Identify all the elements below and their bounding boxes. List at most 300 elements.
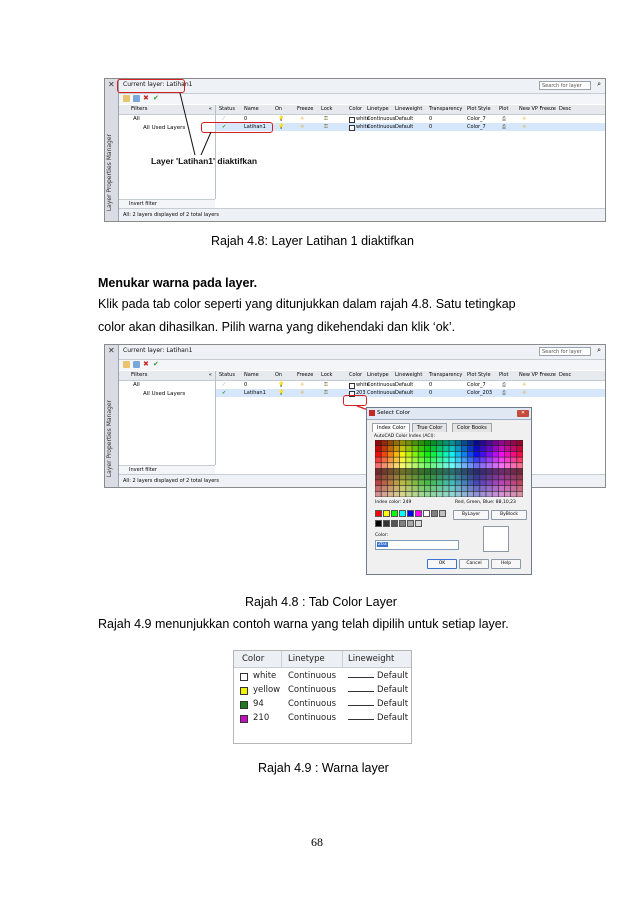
palette-swatch[interactable] — [388, 463, 394, 468]
palette-swatch[interactable] — [394, 492, 400, 497]
column-header[interactable]: On — [275, 106, 283, 112]
palette-swatch[interactable] — [499, 457, 505, 462]
cell-color[interactable]: white — [356, 116, 370, 122]
standard-color-chip[interactable] — [415, 510, 422, 517]
palette-swatch[interactable] — [480, 486, 486, 491]
palette-swatch[interactable] — [406, 452, 412, 457]
palette-swatch[interactable] — [381, 440, 387, 445]
palette-swatch[interactable] — [480, 463, 486, 468]
palette-swatch[interactable] — [412, 446, 418, 451]
set-current-icon[interactable]: ✔ — [153, 94, 159, 102]
palette-swatch[interactable] — [480, 440, 486, 445]
palette-swatch[interactable] — [418, 492, 424, 497]
palette-swatch[interactable] — [431, 446, 437, 451]
palette-swatch[interactable] — [462, 457, 468, 462]
palette-swatch[interactable] — [449, 457, 455, 462]
palette-swatch[interactable] — [443, 452, 449, 457]
palette-swatch[interactable] — [462, 463, 468, 468]
palette-swatch[interactable] — [375, 463, 381, 468]
palette-swatch[interactable] — [381, 457, 387, 462]
palette-swatch[interactable] — [388, 440, 394, 445]
palette-swatch[interactable] — [443, 480, 449, 485]
palette-swatch[interactable] — [400, 440, 406, 445]
palette-swatch[interactable] — [449, 463, 455, 468]
palette-swatch[interactable] — [511, 469, 517, 474]
palette-swatch[interactable] — [492, 475, 498, 480]
palette-swatch[interactable] — [511, 457, 517, 462]
column-header[interactable]: Freeze — [297, 372, 314, 378]
palette-swatch[interactable] — [486, 452, 492, 457]
palette-swatch[interactable] — [474, 446, 480, 451]
palette-swatch[interactable] — [412, 457, 418, 462]
palette-swatch[interactable] — [468, 463, 474, 468]
palette-swatch[interactable] — [492, 446, 498, 451]
palette-swatch[interactable] — [517, 457, 523, 462]
tab-color-books[interactable]: Color Books — [452, 423, 492, 432]
vp-freeze-icon[interactable]: ☼ — [522, 382, 527, 388]
palette-swatch[interactable] — [511, 486, 517, 491]
column-header[interactable]: New VP Freeze — [519, 372, 556, 378]
palette-swatch[interactable] — [449, 469, 455, 474]
bulb-icon[interactable]: 💡 — [278, 124, 285, 130]
column-header[interactable]: Desc — [559, 106, 572, 112]
bulb-icon[interactable]: 💡 — [278, 390, 285, 396]
column-header[interactable]: Plot Style — [467, 106, 491, 112]
palette-swatch[interactable] — [462, 452, 468, 457]
palette-swatch[interactable] — [381, 492, 387, 497]
palette-swatch[interactable] — [431, 486, 437, 491]
palette-swatch[interactable] — [406, 492, 412, 497]
palette-swatch[interactable] — [443, 446, 449, 451]
gray-color-chip[interactable] — [375, 520, 382, 527]
lock-icon[interactable]: ⚿ — [324, 390, 328, 396]
gray-color-chip[interactable] — [391, 520, 398, 527]
palette-swatch[interactable] — [394, 452, 400, 457]
palette-swatch[interactable] — [412, 469, 418, 474]
palette-swatch[interactable] — [400, 452, 406, 457]
palette-swatch[interactable] — [449, 480, 455, 485]
delete-layer-icon[interactable]: ✖ — [143, 360, 149, 368]
palette-swatch[interactable] — [455, 492, 461, 497]
palette-swatch[interactable] — [468, 475, 474, 480]
palette-swatch[interactable] — [406, 480, 412, 485]
palette-swatch[interactable] — [418, 452, 424, 457]
palette-swatch[interactable] — [418, 469, 424, 474]
palette-swatch[interactable] — [400, 463, 406, 468]
palette-swatch[interactable] — [394, 469, 400, 474]
palette-swatch[interactable] — [418, 480, 424, 485]
palette-swatch[interactable] — [418, 475, 424, 480]
palette-swatch[interactable] — [455, 446, 461, 451]
palette-swatch[interactable] — [468, 492, 474, 497]
palette-swatch[interactable] — [381, 486, 387, 491]
bulb-icon[interactable]: 💡 — [278, 116, 285, 122]
palette-swatch[interactable] — [406, 463, 412, 468]
palette-swatch[interactable] — [388, 480, 394, 485]
palette-swatch[interactable] — [511, 492, 517, 497]
palette-swatch[interactable] — [486, 480, 492, 485]
palette-swatch[interactable] — [381, 475, 387, 480]
palette-swatch[interactable] — [480, 492, 486, 497]
cancel-button[interactable]: Cancel — [459, 559, 489, 569]
palette-swatch[interactable] — [437, 452, 443, 457]
palette-swatch[interactable] — [511, 463, 517, 468]
palette-swatch[interactable] — [437, 440, 443, 445]
gray-color-chip[interactable] — [415, 520, 422, 527]
palette-swatch[interactable] — [425, 440, 431, 445]
palette-swatch[interactable] — [375, 475, 381, 480]
sun-icon[interactable]: ☼ — [300, 124, 305, 130]
bylayer-button[interactable]: ByLayer — [453, 510, 489, 520]
tab-true-color[interactable]: True Color — [412, 423, 447, 432]
palette-swatch[interactable] — [437, 457, 443, 462]
palette-swatch[interactable] — [517, 486, 523, 491]
standard-color-chip[interactable] — [383, 510, 390, 517]
palette-swatch[interactable] — [425, 480, 431, 485]
palette-swatch[interactable] — [474, 463, 480, 468]
palette-swatch[interactable] — [437, 469, 443, 474]
tree-item-all-used[interactable]: All Used Layers — [143, 391, 186, 397]
palette-swatch[interactable] — [443, 463, 449, 468]
palette-swatch[interactable] — [375, 469, 381, 474]
palette-swatch[interactable] — [455, 452, 461, 457]
palette-swatch[interactable] — [443, 475, 449, 480]
palette-swatch[interactable] — [455, 475, 461, 480]
palette-swatch[interactable] — [455, 486, 461, 491]
column-header[interactable]: Transparency — [429, 106, 463, 112]
palette-swatch[interactable] — [468, 452, 474, 457]
column-header[interactable]: Name — [244, 372, 259, 378]
palette-swatch[interactable] — [406, 475, 412, 480]
palette-swatch[interactable] — [474, 469, 480, 474]
palette-swatch[interactable] — [499, 492, 505, 497]
column-header[interactable]: New VP Freeze — [519, 106, 556, 112]
palette-swatch[interactable] — [486, 469, 492, 474]
palette-swatch[interactable] — [431, 475, 437, 480]
palette-swatch[interactable] — [425, 446, 431, 451]
palette-swatch[interactable] — [375, 440, 381, 445]
palette-swatch[interactable] — [505, 463, 511, 468]
standard-color-chip[interactable] — [423, 510, 430, 517]
palette-swatch[interactable] — [431, 457, 437, 462]
palette-swatch[interactable] — [505, 486, 511, 491]
palette-swatch[interactable] — [437, 446, 443, 451]
palette-swatch[interactable] — [431, 440, 437, 445]
palette-swatch[interactable] — [400, 457, 406, 462]
palette-swatch[interactable] — [505, 457, 511, 462]
palette-swatch[interactable] — [462, 475, 468, 480]
palette-swatch[interactable] — [492, 463, 498, 468]
palette-swatch[interactable] — [381, 446, 387, 451]
palette-swatch[interactable] — [480, 480, 486, 485]
palette-swatch[interactable] — [449, 475, 455, 480]
tree-item-all-used[interactable]: All Used Layers — [143, 125, 186, 131]
vp-freeze-icon[interactable]: ☼ — [522, 116, 527, 122]
palette-swatch[interactable] — [474, 457, 480, 462]
palette-swatch[interactable] — [486, 440, 492, 445]
palette-swatch[interactable] — [388, 469, 394, 474]
palette-swatch[interactable] — [455, 469, 461, 474]
palette-swatch[interactable] — [412, 463, 418, 468]
palette-swatch[interactable] — [437, 486, 443, 491]
palette-swatch[interactable] — [425, 475, 431, 480]
palette-swatch[interactable] — [492, 480, 498, 485]
palette-swatch[interactable] — [455, 463, 461, 468]
palette-swatch[interactable] — [425, 463, 431, 468]
palette-swatch[interactable] — [437, 475, 443, 480]
palette-swatch[interactable] — [400, 446, 406, 451]
column-header[interactable]: Freeze — [297, 106, 314, 112]
set-current-icon[interactable]: ✔ — [153, 360, 159, 368]
search-icon[interactable]: ⌕ — [597, 346, 601, 354]
standard-color-chip[interactable] — [375, 510, 382, 517]
palette-swatch[interactable] — [462, 446, 468, 451]
palette-swatch[interactable] — [474, 452, 480, 457]
palette-swatch[interactable] — [400, 486, 406, 491]
palette-swatch[interactable] — [468, 486, 474, 491]
column-header[interactable]: On — [275, 372, 283, 378]
palette-swatch[interactable] — [492, 457, 498, 462]
column-header[interactable]: Plot Style — [467, 372, 491, 378]
palette-swatch[interactable] — [412, 452, 418, 457]
palette-swatch[interactable] — [480, 446, 486, 451]
palette-swatch[interactable] — [474, 475, 480, 480]
search-icon[interactable]: ⌕ — [597, 80, 601, 88]
palette-swatch[interactable] — [425, 469, 431, 474]
palette-swatch[interactable] — [394, 463, 400, 468]
palette-swatch[interactable] — [505, 446, 511, 451]
tab-index-color[interactable]: Index Color — [372, 423, 410, 432]
delete-layer-icon[interactable]: ✖ — [143, 94, 149, 102]
palette-swatch[interactable] — [505, 492, 511, 497]
palette-swatch[interactable] — [388, 492, 394, 497]
palette-swatch[interactable] — [505, 469, 511, 474]
sun-icon[interactable]: ☼ — [300, 382, 305, 388]
palette-swatch[interactable] — [480, 452, 486, 457]
palette-swatch[interactable] — [437, 480, 443, 485]
palette-swatch[interactable] — [511, 440, 517, 445]
palette-swatch[interactable] — [499, 480, 505, 485]
palette-swatch[interactable] — [486, 446, 492, 451]
palette-swatch[interactable] — [511, 475, 517, 480]
cell-color[interactable]: 203 — [356, 390, 366, 396]
palette-swatch[interactable] — [394, 446, 400, 451]
palette-swatch[interactable] — [474, 492, 480, 497]
palette-swatch[interactable] — [468, 457, 474, 462]
palette-swatch[interactable] — [412, 486, 418, 491]
palette-swatch[interactable] — [480, 475, 486, 480]
palette-swatch[interactable] — [418, 486, 424, 491]
palette-swatch[interactable] — [499, 469, 505, 474]
palette-swatch[interactable] — [517, 475, 523, 480]
palette-swatch[interactable] — [449, 486, 455, 491]
gray-color-chip[interactable] — [407, 520, 414, 527]
close-icon[interactable]: ✕ — [517, 410, 529, 417]
palette-swatch[interactable] — [492, 486, 498, 491]
palette-swatch[interactable] — [381, 480, 387, 485]
palette-swatch[interactable] — [480, 457, 486, 462]
palette-swatch[interactable] — [492, 492, 498, 497]
palette-swatch[interactable] — [443, 492, 449, 497]
palette-swatch[interactable] — [381, 463, 387, 468]
bulb-icon[interactable]: 💡 — [278, 382, 285, 388]
palette-swatch[interactable] — [388, 457, 394, 462]
palette-swatch[interactable] — [443, 469, 449, 474]
tree-item-all[interactable]: All — [133, 116, 140, 122]
palette-swatch[interactable] — [499, 486, 505, 491]
palette-swatch[interactable] — [412, 480, 418, 485]
standard-color-chip[interactable] — [439, 510, 446, 517]
palette-swatch[interactable] — [381, 452, 387, 457]
printer-icon[interactable]: ⎙ — [502, 390, 507, 396]
gray-color-chip[interactable] — [399, 520, 406, 527]
column-header[interactable]: Plot — [499, 372, 509, 378]
palette-swatch[interactable] — [431, 463, 437, 468]
column-header[interactable]: Linetype — [367, 106, 389, 112]
palette-swatch[interactable] — [394, 457, 400, 462]
palette-swatch[interactable] — [394, 440, 400, 445]
palette-swatch[interactable] — [468, 469, 474, 474]
palette-swatch[interactable] — [492, 469, 498, 474]
palette-swatch[interactable] — [375, 452, 381, 457]
standard-color-chip[interactable] — [399, 510, 406, 517]
sun-icon[interactable]: ☼ — [300, 390, 305, 396]
vp-freeze-icon[interactable]: ☼ — [522, 390, 527, 396]
palette-swatch[interactable] — [412, 475, 418, 480]
palette-swatch[interactable] — [425, 452, 431, 457]
standard-color-chip[interactable] — [391, 510, 398, 517]
palette-swatch[interactable] — [517, 452, 523, 457]
palette-swatch[interactable] — [499, 440, 505, 445]
collapse-icon[interactable]: « — [208, 106, 212, 112]
palette-swatch[interactable] — [431, 480, 437, 485]
palette-swatch[interactable] — [394, 486, 400, 491]
palette-swatch[interactable] — [468, 440, 474, 445]
palette-swatch[interactable] — [462, 492, 468, 497]
printer-icon[interactable]: ⎙ — [502, 124, 507, 130]
palette-swatch[interactable] — [412, 492, 418, 497]
palette-swatch[interactable] — [394, 475, 400, 480]
palette-swatch[interactable] — [517, 446, 523, 451]
column-header[interactable]: Lineweight — [395, 106, 423, 112]
palette-swatch[interactable] — [486, 463, 492, 468]
palette-swatch[interactable] — [455, 457, 461, 462]
column-header[interactable]: Name — [244, 106, 259, 112]
palette-swatch[interactable] — [431, 452, 437, 457]
palette-swatch[interactable] — [394, 480, 400, 485]
palette-swatch[interactable] — [388, 452, 394, 457]
gray-color-chip[interactable] — [383, 520, 390, 527]
palette-swatch[interactable] — [505, 475, 511, 480]
palette-swatch[interactable] — [492, 440, 498, 445]
column-header[interactable]: Transparency — [429, 372, 463, 378]
palette-swatch[interactable] — [474, 480, 480, 485]
palette-swatch[interactable] — [400, 475, 406, 480]
palette-swatch[interactable] — [388, 446, 394, 451]
palette-swatch[interactable] — [474, 486, 480, 491]
ok-button[interactable]: OK — [427, 559, 457, 569]
palette-swatch[interactable] — [400, 492, 406, 497]
palette-swatch[interactable] — [412, 440, 418, 445]
column-header[interactable]: Lock — [321, 372, 333, 378]
palette-swatch[interactable] — [375, 457, 381, 462]
byblock-button[interactable]: ByBlock — [491, 510, 527, 520]
color-palette-grid[interactable] — [375, 440, 523, 497]
palette-swatch[interactable] — [511, 480, 517, 485]
palette-swatch[interactable] — [449, 440, 455, 445]
palette-swatch[interactable] — [443, 486, 449, 491]
sun-icon[interactable]: ☼ — [300, 116, 305, 122]
palette-swatch[interactable] — [431, 469, 437, 474]
palette-swatch[interactable] — [511, 452, 517, 457]
cell-color[interactable]: white — [356, 382, 370, 388]
palette-swatch[interactable] — [437, 463, 443, 468]
search-input[interactable]: Search for layer — [539, 81, 591, 90]
color-input[interactable] — [375, 540, 459, 550]
palette-swatch[interactable] — [517, 492, 523, 497]
palette-swatch[interactable] — [443, 440, 449, 445]
palette-swatch[interactable] — [468, 446, 474, 451]
palette-swatch[interactable] — [425, 457, 431, 462]
palette-swatch[interactable] — [505, 480, 511, 485]
column-header[interactable]: Desc — [559, 372, 572, 378]
printer-icon[interactable]: ⎙ — [502, 116, 507, 122]
palette-swatch[interactable] — [455, 440, 461, 445]
palette-swatch[interactable] — [486, 492, 492, 497]
palette-swatch[interactable] — [418, 446, 424, 451]
palette-swatch[interactable] — [499, 446, 505, 451]
palette-swatch[interactable] — [418, 457, 424, 462]
palette-swatch[interactable] — [449, 452, 455, 457]
palette-swatch[interactable] — [418, 463, 424, 468]
palette-swatch[interactable] — [406, 440, 412, 445]
palette-swatch[interactable] — [425, 486, 431, 491]
column-header[interactable]: Lineweight — [395, 372, 423, 378]
palette-swatch[interactable] — [425, 492, 431, 497]
palette-swatch[interactable] — [388, 475, 394, 480]
palette-swatch[interactable] — [406, 457, 412, 462]
palette-swatch[interactable] — [474, 440, 480, 445]
palette-swatch[interactable] — [511, 446, 517, 451]
palette-swatch[interactable] — [400, 469, 406, 474]
palette-swatch[interactable] — [462, 486, 468, 491]
column-header[interactable]: Color — [349, 106, 363, 112]
palette-swatch[interactable] — [443, 457, 449, 462]
palette-swatch[interactable] — [375, 486, 381, 491]
palette-swatch[interactable] — [517, 469, 523, 474]
help-button[interactable]: Help — [491, 559, 521, 569]
column-header[interactable]: Color — [349, 372, 363, 378]
column-header[interactable]: Lock — [321, 106, 333, 112]
tree-item-all[interactable]: All — [133, 382, 140, 388]
palette-swatch[interactable] — [486, 475, 492, 480]
palette-swatch[interactable] — [375, 446, 381, 451]
column-header[interactable]: Status — [219, 106, 235, 112]
palette-swatch[interactable] — [437, 492, 443, 497]
palette-swatch[interactable] — [381, 469, 387, 474]
palette-swatch[interactable] — [480, 469, 486, 474]
palette-swatch[interactable] — [517, 440, 523, 445]
palette-swatch[interactable] — [449, 492, 455, 497]
palette-swatch[interactable] — [375, 492, 381, 497]
palette-swatch[interactable] — [505, 440, 511, 445]
palette-swatch[interactable] — [462, 469, 468, 474]
palette-swatch[interactable] — [486, 457, 492, 462]
lock-icon[interactable]: ⚿ — [324, 382, 328, 388]
palette-swatch[interactable] — [499, 475, 505, 480]
palette-swatch[interactable] — [505, 452, 511, 457]
lock-icon[interactable]: ⚿ — [324, 124, 328, 130]
